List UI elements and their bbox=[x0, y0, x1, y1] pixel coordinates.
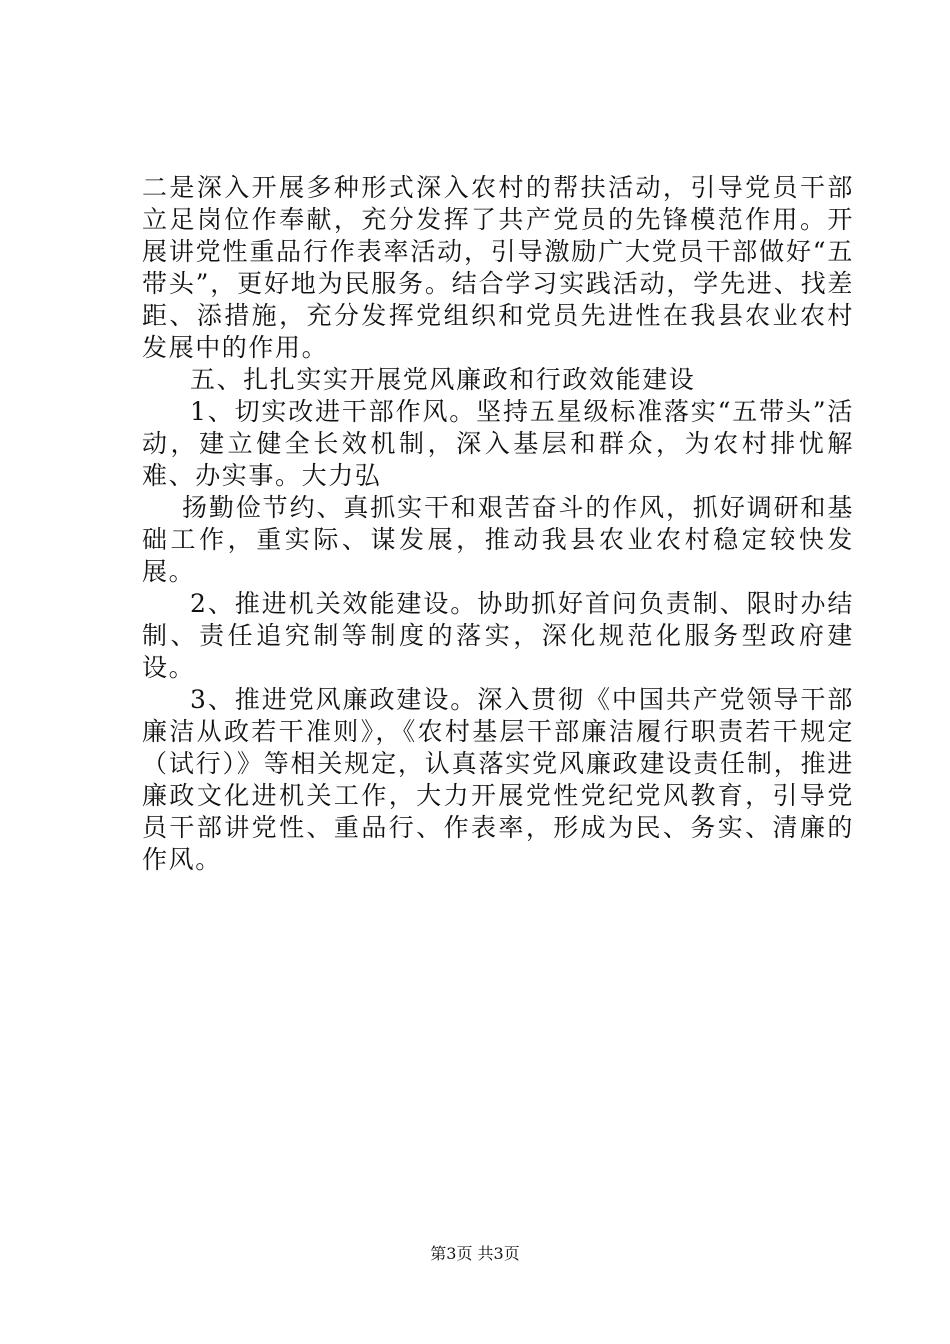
paragraph-item-1: 1、切实改进干部作风。坚持五星级标准落实“五带头”活动，建立健全长效机制，深入基层和群众，为农村排忧解难、办实事。大力弘 bbox=[142, 397, 854, 490]
paragraph-item-2: 2、推进机关效能建设。协助抓好首问负责制、限时办结制、责任追究制等制度的落实，深化规范化服务型政府建设。 bbox=[142, 589, 854, 682]
page-footer bbox=[0, 1244, 950, 1264]
page-number-label: 第3页 共3页 bbox=[430, 1244, 520, 1263]
paragraph-item-1-continued: 扬勤俭节约、真抓实干和艰苦奋斗的作风，抓好调研和基础工作，重实际、谋发展，推动我县农业农村稳定较快发展。 bbox=[142, 493, 854, 586]
paragraph-party-activities: 二是深入开展多种形式深入农村的帮扶活动，引导党员干部立足岗位作奉献，充分发挥了共产党员的先锋模范作用。开展讲党性重品行作表率活动，引导激励广大党员干部做好“五带头”，更好地为民服务。结合学习实践活动，学先进、找差距、添措施，充分发挥党组织和党员先进性在我县农业农村发展中的作用。 bbox=[142, 173, 854, 362]
paragraph-item-3: 3、推进党风廉政建设。深入贯彻《中国共产党领导干部廉洁从政若干准则》，《农村基层干部廉洁履行职责若干规定（试行）》等相关规定，认真落实党风廉政建设责任制，推进廉政文化进机关工作，大力开展党性党纪党风教育，引导党员干部讲党性、重品行、作表率，形成为民、务实、清廉的作风。 bbox=[142, 685, 854, 874]
document-body bbox=[142, 172, 854, 876]
section-heading-five: 五、扎扎实实开展党风廉政和行政效能建设 bbox=[190, 365, 696, 394]
